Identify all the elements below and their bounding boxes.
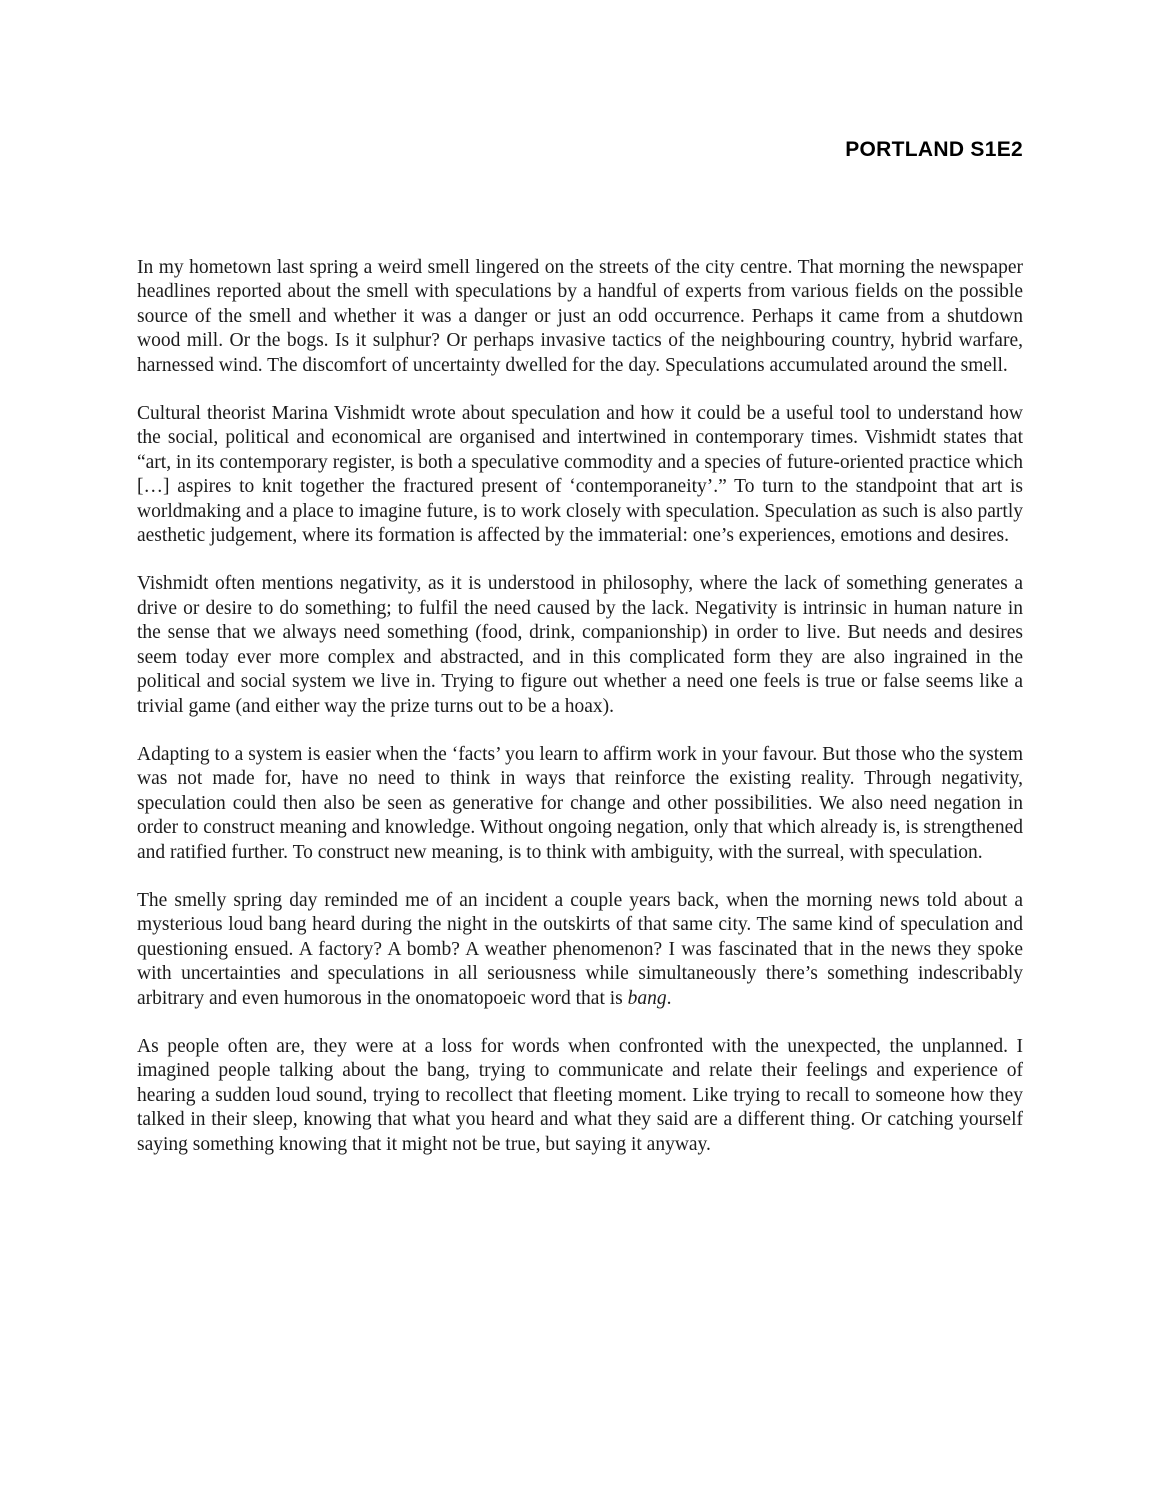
paragraph-3: Vishmidt often mentions negativity, as it is understood in philosophy, where the lack of something generates a drive or desire to do something; to fulfil the need caused by the lack. Negativity is intrinsic in human nature in the sense that we always need something (food, drink, companionship) in order to live. But needs and desires seem today ever more complex and abstracted, and in this complicated form they are also ingrained in the political and social system we live in. Trying to figure out whether a need one feels is true or false seems like a trivial game (and either way the prize turns out to be a hoax). bbox=[137, 573, 1023, 717]
paragraph-1: In my hometown last spring a weird smell lingered on the streets of the city centre. That morning the newspaper headlines reported about the smell with speculations by a handful of experts from various fields on the possible source of the smell and whether it was a danger or just an odd occurrence. Perhaps it came from a shutdown wood mill. Or the bogs. Is it sulphur? Or perhaps invasive tactics of the neighbouring country, hybrid warfare, harnessed wind. The discomfort of uncertainty dwelled for the day. Speculations accumulated around the smell. bbox=[137, 257, 1023, 376]
paragraph-4: Adapting to a system is easier when the ‘facts’ you learn to affirm work in your favour. But those who the system was not made for, have no need to think in ways that reinforce the existing reality. Through negativity, speculation could then also be seen as generative for change and other possibilities. We also need negation in order to construct meaning and knowledge. Without ongoing negation, only that which already is, is strengthened and ratified further. To construct new meaning, is to think with ambiguity, with the surreal, with speculation. bbox=[137, 743, 1023, 863]
paragraph-6: As people often are, they were at a loss for words when confronted with the unexpected, the unplanned. I imagined people talking about the bang, trying to communicate and relate their feelings and experience of hearing a sudden loud sound, trying to recollect that fleeting moment. Like trying to recall to someone how they talked in their sleep, knowing that what you heard and what they said are a different thing. Or catching yourself saying something knowing that it might not be true, but saying it anyway. bbox=[137, 1035, 1023, 1155]
paragraph-5-text: The smelly spring day reminded me of an incident a couple years back, when the morning news told about a mysterious loud bang heard during the night in the outskirts of that same city. The same kind of speculation and questioning ensued. A factory? A bomb? A weather phenomenon? I was fascinated that in the news they spoke with uncertainties and speculations in all seriousness while simultaneously there’s something indescribably arbitrary and even humorous in the onomatopoeic word that is bbox=[137, 889, 1023, 1009]
page-title: PORTLAND S1E2 bbox=[845, 138, 1023, 161]
paragraph-2: Cultural theorist Marina Vishmidt wrote about speculation and how it could be a useful tool to understand how the social, political and economical are organised and intertwined in contemporary times. Vishmidt states that “art, in its contemporary register, is both a speculative commodity and a species of future-oriented practice which […] aspires to knit together the fractured present of ‘contemporaneity’.” To turn to the standpoint that art is worldmaking and a place to imagine future, is to work closely with speculation. Speculation as such is also partly aesthetic judgement, where its formation is affected by the immaterial: one’s experiences, emotions and desires. bbox=[137, 403, 1023, 547]
paragraph-5 bbox=[137, 889, 1023, 1011]
paragraph-5-suffix: . bbox=[666, 987, 672, 1009]
italic-word-bang: bang bbox=[627, 987, 667, 1009]
document-body bbox=[137, 256, 1023, 1157]
